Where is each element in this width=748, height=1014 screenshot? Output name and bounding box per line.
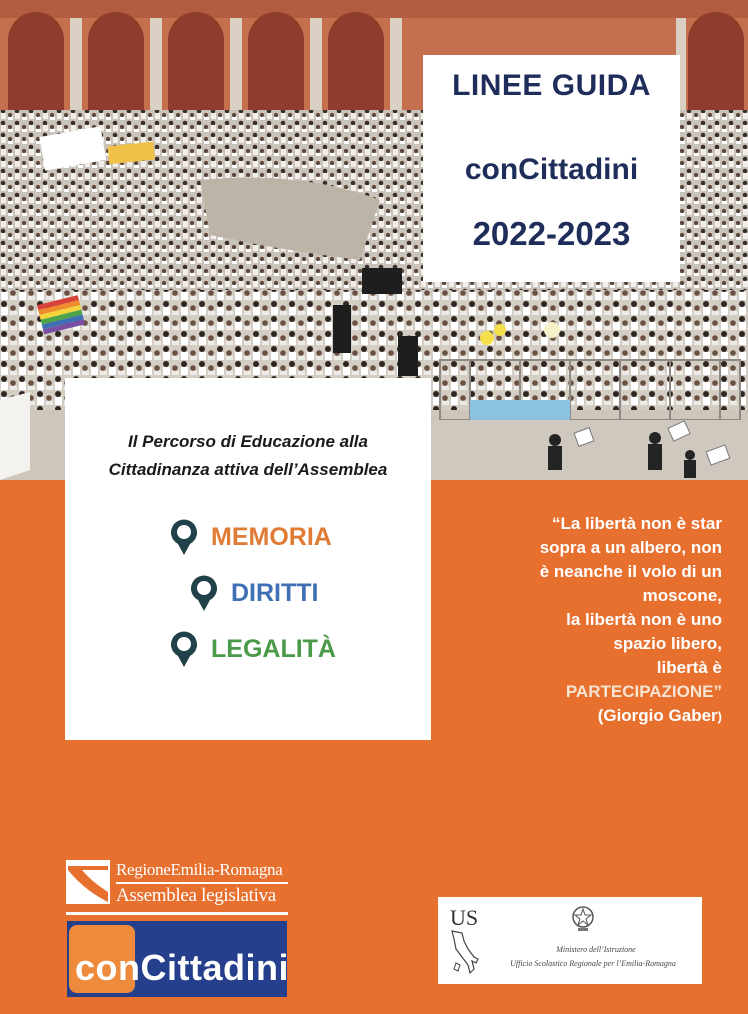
title-box xyxy=(423,55,680,282)
quote-author-name: (Giorgio Gaber xyxy=(597,706,718,725)
italian-republic-emblem-icon xyxy=(570,903,596,933)
regione-divider xyxy=(116,882,288,884)
regione-emblem-icon xyxy=(66,860,110,904)
concittadini-wordmark: conCittadini xyxy=(75,947,289,988)
quote-author xyxy=(452,704,722,729)
theme-diritti xyxy=(189,574,319,612)
quote-line: è neanche il volo di un xyxy=(539,562,722,581)
regione-emilia-romagna-logo xyxy=(66,860,288,916)
theme-label: MEMORIA xyxy=(211,522,332,551)
quote-line: libertà è xyxy=(656,658,722,677)
quote-line: “La libertà non è star xyxy=(551,514,722,533)
assemblea-name: Assemblea legislativa xyxy=(116,885,276,906)
theme-label: LEGALITÀ xyxy=(211,634,336,663)
map-pin-icon xyxy=(169,630,199,668)
regione-name: RegioneEmilia-Romagna xyxy=(116,860,283,879)
card-intro xyxy=(65,428,431,484)
theme-legalita xyxy=(169,630,336,668)
regione-underline xyxy=(66,912,288,915)
concittadini-logo xyxy=(67,921,287,997)
usr-ufficio: Ufficio Scolastico Regionale per l’Emilia-Romagna xyxy=(510,959,676,968)
card-intro-line1: Il Percorso di Educazione alla xyxy=(128,432,368,451)
gaber-quote xyxy=(452,512,722,729)
theme-label: DIRITTI xyxy=(231,578,319,607)
usr-ministero: Ministero dell’Istruzione xyxy=(556,945,636,954)
map-pin-icon xyxy=(169,518,199,556)
theme-memoria xyxy=(169,518,332,556)
map-pin-icon xyxy=(189,574,219,612)
quote-line: sopra a un albero, non xyxy=(539,538,722,557)
title-year: 2022-2023 xyxy=(472,215,631,252)
quote-line-partecipazione: PARTECIPAZIONE” xyxy=(565,682,722,701)
title-linee-guida: LINEE GUIDA xyxy=(452,69,651,102)
usr-letters: US xyxy=(450,905,479,930)
quote-author-close: ) xyxy=(717,709,722,724)
quote-line: moscone, xyxy=(642,586,722,605)
card-intro-line2: Cittadinanza attiva dell’Assemblea xyxy=(108,460,388,479)
quote-line: la libertà non è uno xyxy=(566,610,722,629)
italy-map-icon xyxy=(448,929,482,975)
quote-line: spazio libero, xyxy=(613,634,722,653)
themes-card xyxy=(65,378,431,740)
usr-logo xyxy=(438,897,702,984)
title-concittadini: conCittadini xyxy=(464,153,639,186)
